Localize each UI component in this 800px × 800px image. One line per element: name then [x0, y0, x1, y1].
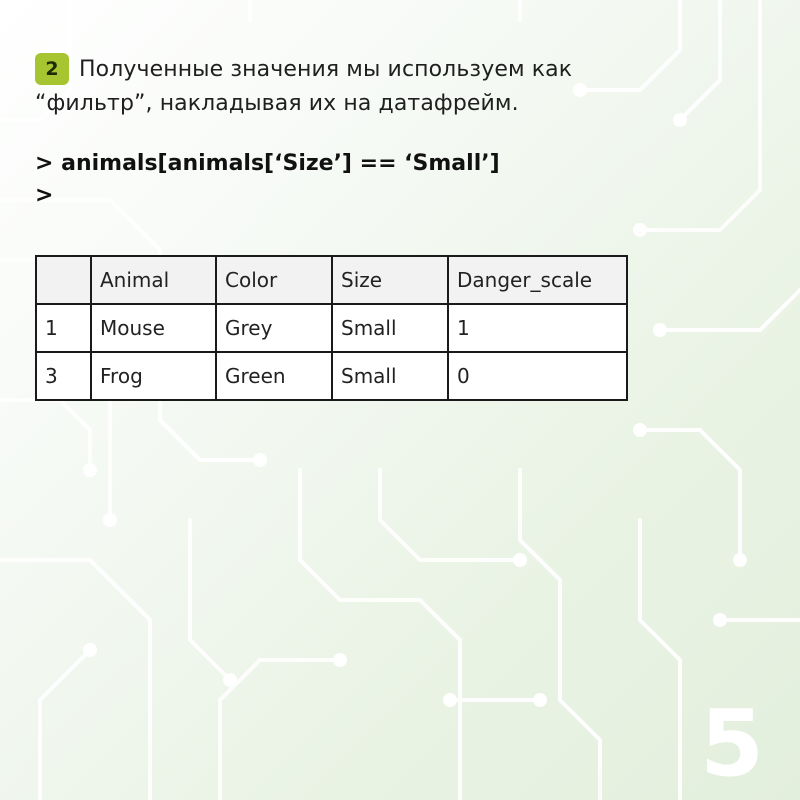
table-cell-index: 1 — [36, 304, 91, 352]
step-text-line-1: Полученные значения мы используем как — [79, 57, 573, 82]
dataframe-table — [35, 255, 628, 401]
code-line-2: > — [35, 183, 54, 208]
table-cell-index: 3 — [36, 352, 91, 400]
page-number: 5 — [699, 690, 764, 797]
table-cell: Small — [332, 352, 448, 400]
table-cell: Mouse — [91, 304, 216, 352]
column-header-danger-scale: Danger_scale — [448, 256, 627, 304]
table-cell: Green — [216, 352, 332, 400]
table-row — [36, 352, 627, 400]
table-cell: Small — [332, 304, 448, 352]
code-block — [35, 148, 500, 212]
column-header-index — [36, 256, 91, 304]
table-cell: 1 — [448, 304, 627, 352]
table-cell: 0 — [448, 352, 627, 400]
table-cell: Frog — [91, 352, 216, 400]
column-header-size: Size — [332, 256, 448, 304]
step-number-badge: 2 — [35, 53, 69, 85]
step-heading — [35, 53, 635, 121]
column-header-color: Color — [216, 256, 332, 304]
table-header-row — [36, 256, 627, 304]
table-row — [36, 304, 627, 352]
table-cell: Grey — [216, 304, 332, 352]
step-text-line-2: “фильтр”, накладывая их на датафрейм. — [35, 91, 519, 116]
code-line-1: > animals[animals[‘Size’] == ‘Small’] — [35, 151, 500, 176]
column-header-animal: Animal — [91, 256, 216, 304]
